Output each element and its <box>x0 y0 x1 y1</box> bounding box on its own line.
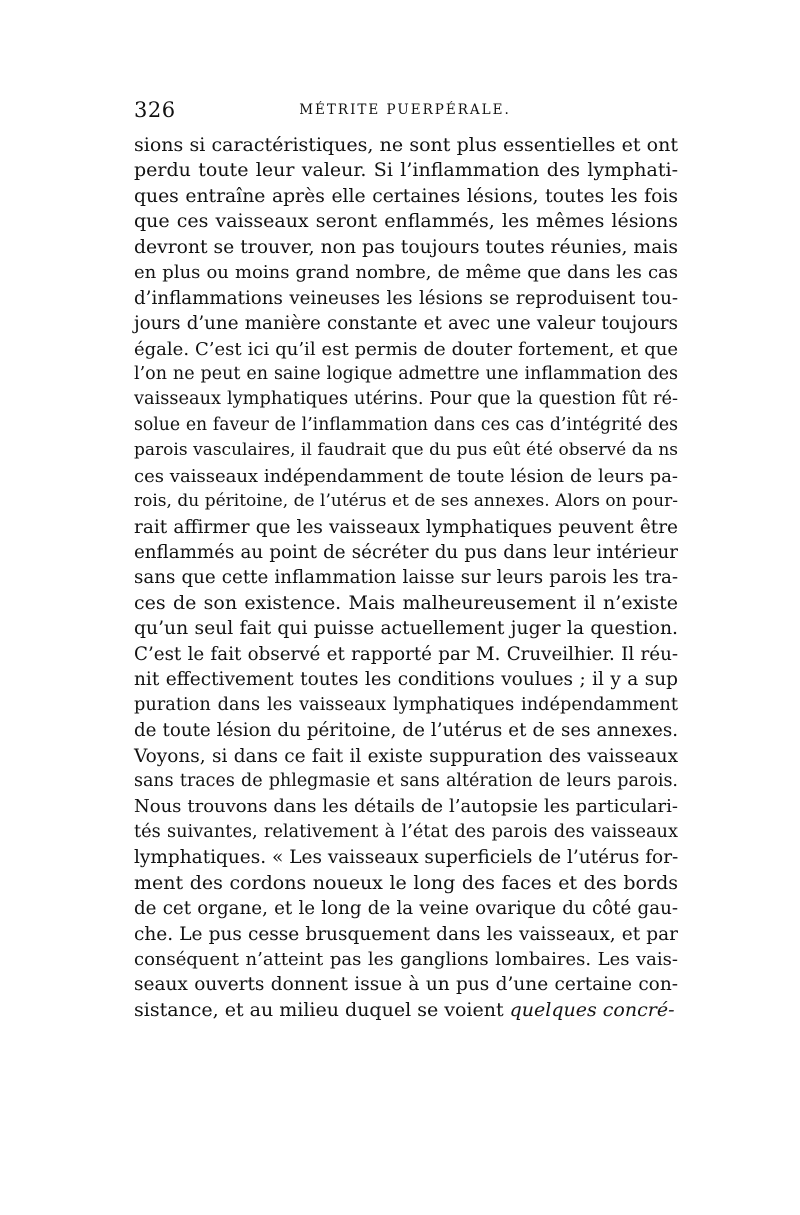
text-line: de cet organe, et le long de la veine ovarique du côté gau- <box>134 898 678 920</box>
text-line: ces vaisseaux indépendamment de toute lésion de leurs pa- <box>134 465 678 487</box>
text-line: jours d’une manière constante et avec une valeur toujours <box>134 313 678 335</box>
text-line: vaisseaux lymphatiques utérins. Pour que la question fût ré- <box>134 389 678 410</box>
page-number: 326 <box>134 98 176 122</box>
text-line-last-start: sistance, et au milieu duquel se voient <box>134 998 504 1021</box>
text-line: puration dans les vaisseaux lymphatiques indépendamment <box>134 694 678 715</box>
text-line: ces de son existence. Mais malheureusement il n’existe <box>134 591 678 614</box>
text-line: rois, du péritoine, de l’utérus et de ses annexes. Alors on pour- <box>134 491 678 512</box>
text-line: d’inflammations veineuses les lésions se reproduisent tou- <box>134 287 678 309</box>
page-header <box>134 96 676 124</box>
text-line-last <box>134 998 678 1023</box>
body-text <box>134 133 678 1023</box>
text-line: perdu toute leur valeur. Si l’inflammation des lymphati- <box>134 159 678 182</box>
text-line: ment des cordons noueux le long des faces et des bords <box>134 871 678 894</box>
text-line: conséquent n’atteint pas les ganglions lombaires. Les vais- <box>134 949 678 970</box>
text-line: nit effectivement toutes les conditions voulues ; il y a sup <box>134 669 678 691</box>
text-line: Nous trouvons dans les détails de l’autopsie les particulari- <box>134 796 678 818</box>
text-line: sions si caractéristiques, ne sont plus essentielles et ont <box>134 134 678 156</box>
text-line: solue en faveur de l’inflammation dans ces cas d’intégrité des <box>134 414 678 435</box>
text-line: sans que cette inflammation laisse sur leurs parois les tra- <box>134 567 678 589</box>
text-line: égale. C’est ici qu’il est permis de douter fortement, et que <box>134 338 678 360</box>
text-line: enflammés au point de sécréter du pus dans leur intérieur <box>134 542 678 563</box>
text-line: Voyons, si dans ce fait il existe suppuration des vaisseaux <box>134 745 678 767</box>
text-line: tés suivantes, relativement à l’état des parois des vaisseaux <box>134 821 678 842</box>
text-line: rait affirmer que les vaisseaux lymphatiques peuvent être <box>134 516 678 538</box>
text-line: parois vasculaires, il faudrait que du pus eût été observé da ns <box>134 440 678 461</box>
text-line: l’on ne peut en saine logique admettre une inflammation des <box>134 363 678 384</box>
text-line: de toute lésion du péritoine, de l’utérus et de ses annexes. <box>134 720 678 742</box>
text-line: devront se trouver, non pas toujours toutes réunies, mais <box>134 236 678 258</box>
italic-text: quelques concré- <box>509 998 675 1021</box>
text-line: che. Le pus cesse brusquement dans les vaisseaux, et par <box>134 923 678 945</box>
running-title: MÉTRITE PUERPÉRALE. <box>299 102 511 118</box>
text-line: ques entraîne après elle certaines lésions, toutes les fois <box>134 185 678 207</box>
text-line: en plus ou moins grand nombre, de même que dans les cas <box>134 262 678 284</box>
text-line: qu’un seul fait qui puisse actuellement juger la question. <box>134 618 678 640</box>
text-line: sans traces de phlegmasie et sans altération de leurs parois. <box>134 770 678 791</box>
text-line: seaux ouverts donnent issue à un pus d’une certaine con- <box>134 974 678 996</box>
text-line: lymphatiques. « Les vaisseaux superficiels de l’utérus for- <box>134 847 679 869</box>
text-line: C’est le fait observé et rapporté par M. Cruveilhier. Il réu- <box>134 643 678 665</box>
text-line: que ces vaisseaux seront enflammés, les mêmes lésions <box>134 210 678 233</box>
